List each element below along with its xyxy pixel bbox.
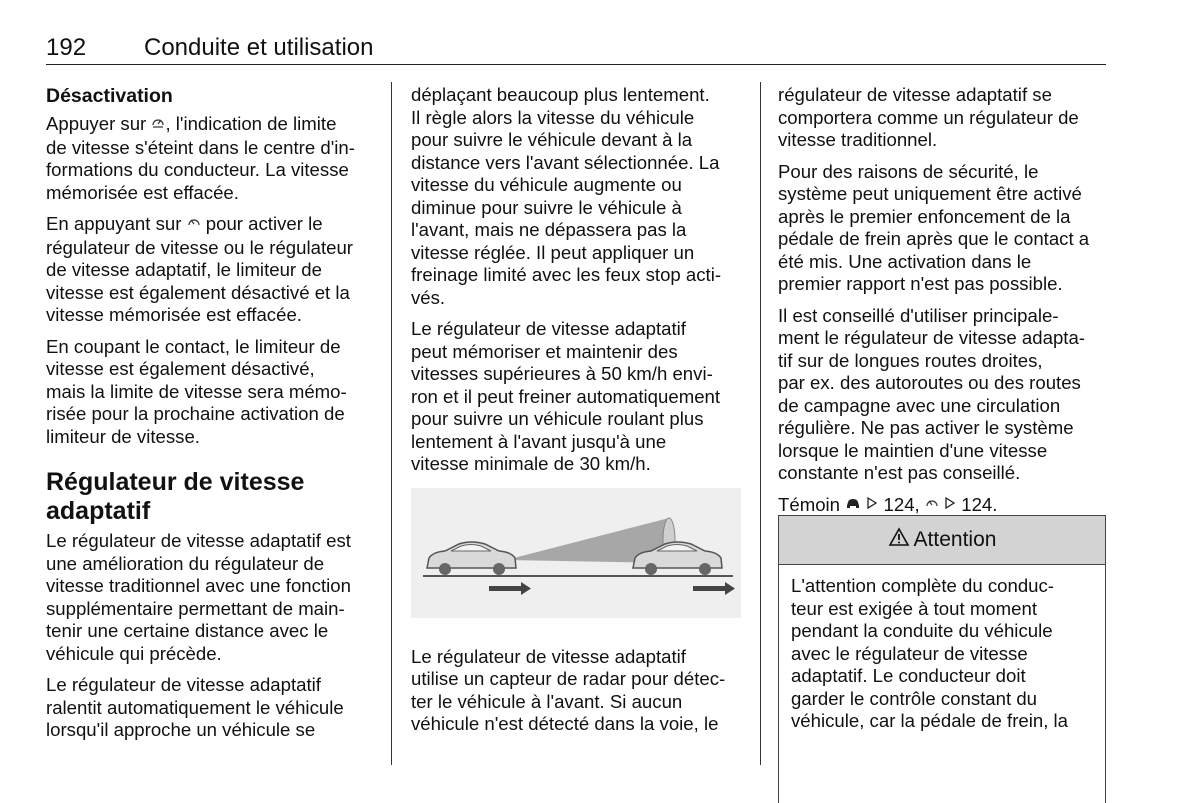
page-number: 192 <box>46 34 87 61</box>
column-divider-1 <box>391 82 392 765</box>
paragraph-right-3: Il est conseillé d'utiliser principale- ment le régulateur de vitesse adaptа- tif sur de longues routes droites, par ex. des autoroutes ou des routes de campagne avec une circulation régulière. Ne pas activer le système lorsque le maintien d'une vitesse constante n'est pas conseillé. <box>778 304 1085 483</box>
paragraph-deactivation-1: Appuyer sur , l'indication de limite de vitesse s'éteint dans le centre d'in- formations du conducteur. La vitesse mémorisée est effacée. <box>46 113 355 203</box>
indicator-reference: Témoin 124, 124. <box>778 494 1108 518</box>
direction-arrow-2 <box>693 582 735 595</box>
paragraph-acc-2: Le régulateur de vitesse adaptatif ralentit automatiquement le véhicule lorsqu'il approche un véhicule se <box>46 674 344 740</box>
own-vehicle <box>427 542 516 575</box>
paragraph-right-1: régulateur de vitesse adaptatif se comportera comme un régulateur de vitesse traditionnel. <box>778 84 1079 150</box>
right-column <box>778 84 1108 526</box>
paragraph-deactivation-3: En coupant le contact, le limiteur de vitesse est également désactivé, mais la limite de vitesse sera mémo- risée pour la prochaine activation de limiteur de vitesse. <box>46 335 347 447</box>
cruise-control-icon <box>187 214 201 237</box>
warning-text: L'attention complète du conduc- teur est exigée à tout moment pendant la conduite du véhicule avec le régulateur de vitesse adaptatif. Le conducteur doit garder le contrôle constant du véhicule, car la pédale de frein, la <box>791 575 1069 731</box>
paragraph-middle-2: Le régulateur de vitesse adaptatif peut mémoriser et maintenir des vitesses supérieures à 50 km/h envi- ron et il peut freiner automatiquement pour suivre un véhicule roulant plus lentement à l'avant jusqu'à une vitesse minimale de 30 km/h. <box>411 318 721 474</box>
heading-adaptive-cruise: Régulateur de vitesse adaptatif <box>46 468 305 525</box>
speed-limiter-icon <box>151 114 165 137</box>
paragraph-right-2: Pour des raisons de sécurité, le système peut uniquement être activé après le premier enfoncement de la pédale de frein après que le contact a été mis. Une activation dans le premier rapport n'est pas possible. <box>778 160 1090 294</box>
heading-deactivation: Désactivation <box>46 85 173 107</box>
middle-column <box>411 84 746 745</box>
reference-arrow-icon[interactable] <box>944 495 956 518</box>
paragraph-deactivation-2: En appuyant sur pour activer le régulateur de vitesse ou le régulateur de vitesse adaptatif, le limiteur de vitesse est également désactivé et la vitesse mémorisée est effacée. <box>46 213 353 325</box>
warning-header <box>779 516 1105 565</box>
warning-title: Attention <box>913 528 997 551</box>
cruise-control-icon <box>925 495 939 518</box>
paragraph-middle-3: Le régulateur de vitesse adaptatif utilise un capteur de radar pour détec- ter le véhicule à l'avant. Si aucun véhicule n'est détecté dans la voie, le <box>411 645 726 734</box>
warning-triangle-icon <box>888 527 910 553</box>
radar-illustration <box>411 488 741 618</box>
paragraph-middle-1: déplaçant beaucoup plus lentement. Il règle alors la vitesse du véhicule pour suivre le véhicule devant à la distance vers l'avant sélectionnée. La vitesse du véhicule augmente ou diminue pour suivre le véhicule à l'avant, mais ne dépassera pas la vitesse réglée. Il peut appliquer un freinage limité avec les feux stop acti- vés. <box>411 84 722 308</box>
car-ahead-icon <box>845 495 861 518</box>
header-rule <box>46 64 1106 65</box>
column-divider-2 <box>760 82 761 765</box>
left-column <box>46 72 381 751</box>
page-title: Conduite et utilisation <box>144 34 374 61</box>
direction-arrow-1 <box>489 582 531 595</box>
warning-box <box>778 515 1106 803</box>
reference-arrow-icon[interactable] <box>866 495 878 518</box>
paragraph-acc-1: Le régulateur de vitesse adaptatif est une amélioration du régulateur de vitesse traditionnel avec une fonction supplémentaire permettant de main- tenir une certaine distance avec le véhicule qui précède. <box>46 530 351 664</box>
